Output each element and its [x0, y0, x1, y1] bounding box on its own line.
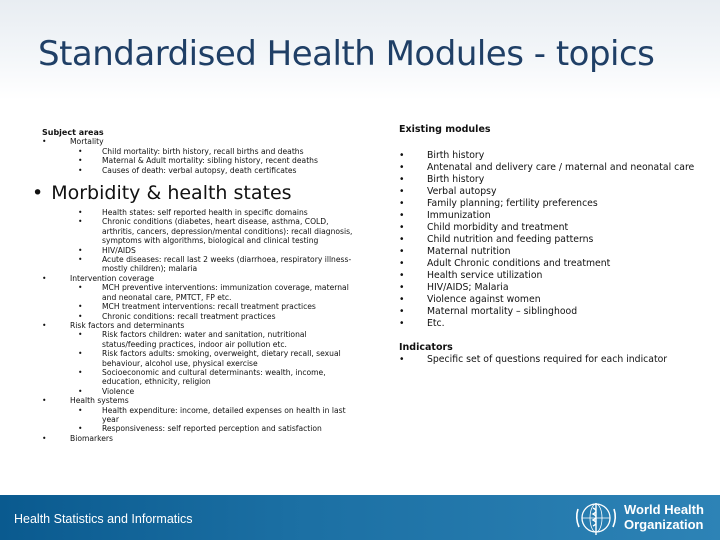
list-item-label: Immunization — [427, 210, 491, 221]
bullet-icon: • — [399, 222, 405, 233]
org-name-line1: World Health — [624, 502, 704, 517]
list-item — [42, 321, 362, 330]
intervention-item: Chronic conditions: recall treatment practices — [102, 311, 276, 321]
list-item — [42, 166, 362, 175]
list-item-label: Child nutrition and feeding patterns — [427, 234, 594, 245]
indicators-heading: Indicators — [399, 342, 453, 353]
bullet-icon: • — [42, 320, 47, 330]
bullet-icon: • — [78, 146, 83, 156]
risk-item: Socioeconomic and cultural determinants: wealth, income, education, ethnicity, religion — [102, 367, 326, 387]
list-item — [399, 222, 699, 234]
list-item — [42, 434, 362, 443]
risk-item: Risk factors children: water and sanitation, nutritional status/feeding practices, indoor air pollution etc. — [102, 330, 307, 349]
list-item — [42, 147, 362, 156]
bullet-icon: • — [78, 311, 83, 321]
list-item — [399, 186, 699, 198]
list-item — [42, 217, 362, 245]
list-item — [399, 306, 699, 318]
list-item — [399, 282, 699, 294]
footer-text: Health Statistics and Informatics — [14, 512, 193, 526]
bullet-icon: • — [399, 234, 405, 245]
list-item — [42, 156, 362, 165]
bullet-icon: • — [78, 386, 83, 396]
bullet-icon: • — [42, 273, 47, 283]
morbidity-item: Chronic conditions (diabetes, heart disease, asthma, COLD, arthritis, cancers, depression/mental conditions): recall diagnosis, symptoms with algorithms, biological and clinical testing — [102, 217, 353, 246]
bullet-icon: • — [399, 246, 405, 257]
list-item — [399, 162, 699, 174]
list-item — [399, 294, 699, 306]
slide-title: Standardised Health Modules - topics — [38, 34, 655, 74]
indicators-list — [399, 354, 699, 366]
bullet-icon: • — [78, 330, 83, 340]
bullet-icon: • — [399, 198, 405, 209]
list-item-label: Health service utilization — [427, 270, 543, 281]
intervention-item: MCH treatment interventions: recall treatment practices — [102, 302, 316, 312]
bullet-icon: • — [78, 245, 83, 255]
bullet-icon: • — [78, 349, 83, 359]
list-item-label: Birth history — [427, 150, 485, 161]
bullet-icon: • — [399, 294, 405, 305]
list-item-label: HIV/AIDS; Malaria — [427, 282, 509, 293]
who-emblem-icon — [574, 499, 618, 537]
existing-modules-column — [399, 124, 699, 366]
bullet-icon: • — [78, 424, 83, 434]
list-item-label: Antenatal and delivery care / maternal and neonatal care — [427, 162, 695, 173]
biomarkers-label: Biomarkers — [70, 433, 114, 443]
bullet-icon: • — [399, 174, 405, 185]
list-item-label: Child morbidity and treatment — [427, 222, 569, 233]
list-item — [399, 198, 699, 210]
subject-areas-heading: Subject areas — [42, 128, 104, 137]
list-item — [42, 406, 362, 425]
list-item-label: Etc. — [427, 318, 445, 329]
morbidity-label: Morbidity & health states — [51, 182, 292, 205]
intervention-item: MCH preventive interventions: immunization coverage, maternal and neonatal care, PMTCT, FP etc. — [102, 283, 349, 302]
bullet-icon: • — [78, 217, 83, 227]
risk-label: Risk factors and determinants — [70, 320, 185, 330]
bullet-icon: • — [399, 258, 405, 269]
list-item — [42, 137, 362, 146]
list-item-label: Specific set of questions required for each indicator — [427, 354, 668, 365]
bullet-icon: • — [399, 282, 405, 293]
list-item — [42, 330, 362, 349]
bullet-icon: • — [399, 186, 405, 197]
list-item — [42, 349, 362, 368]
list-item — [42, 208, 362, 217]
morbidity-item: HIV/AIDS — [102, 245, 136, 255]
bullet-icon: • — [42, 396, 47, 406]
bullet-icon: • — [78, 283, 83, 293]
list-item — [399, 150, 699, 162]
list-item — [42, 283, 362, 302]
systems-item: Responsiveness: self reported perception and satisfaction — [102, 424, 322, 434]
list-item — [399, 246, 699, 258]
risk-item: Violence — [102, 386, 135, 396]
bullet-icon: • — [78, 156, 83, 166]
list-item — [399, 318, 699, 330]
list-item-label: Verbal autopsy — [427, 186, 497, 197]
morbidity-item: Acute diseases: recall last 2 weeks (diarrhoea, respiratory illness-mostly children); malaria — [102, 255, 352, 274]
bullet-icon: • — [78, 367, 83, 377]
subject-areas-column — [32, 128, 362, 443]
list-item — [42, 396, 362, 405]
list-item — [42, 302, 362, 311]
bullet-icon: • — [399, 354, 405, 365]
bullet-icon: • — [399, 210, 405, 221]
risk-item: Risk factors adults: smoking, overweight, dietary recall, sexual behaviour, alcohol use, physical exercise — [102, 349, 341, 368]
list-item — [42, 387, 362, 396]
list-item — [42, 274, 362, 283]
list-item — [42, 368, 362, 387]
intervention-label: Intervention coverage — [70, 273, 155, 283]
list-item — [399, 210, 699, 222]
existing-modules-heading: Existing modules — [399, 124, 491, 135]
bullet-icon: • — [399, 306, 405, 317]
mortality-item: Causes of death: verbal autopsy, death certificates — [102, 165, 297, 175]
list-item — [399, 270, 699, 282]
list-item-label: Adult Chronic conditions and treatment — [427, 258, 611, 269]
list-item — [42, 255, 362, 274]
org-name-line2: Organization — [624, 517, 704, 532]
list-item-label: Maternal mortality – siblinghood — [427, 306, 578, 317]
morbidity-item: Health states: self reported health in specific domains — [102, 208, 308, 218]
list-item-label: Birth history — [427, 174, 485, 185]
bullet-icon: • — [42, 433, 47, 443]
list-item — [399, 174, 699, 186]
bullet-icon: • — [78, 302, 83, 312]
mortality-item: Maternal & Adult mortality: sibling history, recent deaths — [102, 156, 318, 166]
bullet-icon: • — [399, 150, 405, 161]
bullet-icon: • — [78, 405, 83, 415]
bullet-icon: • — [42, 137, 47, 147]
systems-label: Health systems — [70, 396, 129, 406]
list-item-label: Family planning; fertility preferences — [427, 198, 598, 209]
bullet-icon: • — [78, 255, 83, 265]
mortality-label: Mortality — [70, 137, 104, 147]
bullet-icon: • — [399, 318, 405, 329]
bullet-icon: • — [78, 165, 83, 175]
bullet-icon: • — [399, 270, 405, 281]
list-item — [42, 424, 362, 433]
list-item — [399, 234, 699, 246]
bullet-icon: • — [78, 208, 83, 218]
bullet-icon: • — [399, 162, 405, 173]
list-item — [42, 312, 362, 321]
list-item-label: Maternal nutrition — [427, 246, 511, 257]
list-item — [399, 258, 699, 270]
bullet-icon: • — [32, 182, 44, 205]
list-item — [42, 246, 362, 255]
list-item-label: Violence against women — [427, 294, 541, 305]
who-logo-text — [624, 502, 704, 532]
morbidity-heading — [32, 181, 362, 205]
mortality-item: Child mortality: birth history, recall births and deaths — [102, 146, 304, 156]
modules-list — [399, 150, 699, 330]
list-item — [399, 354, 699, 366]
systems-item: Health expenditure: income, detailed expenses on health in last year — [102, 405, 346, 424]
